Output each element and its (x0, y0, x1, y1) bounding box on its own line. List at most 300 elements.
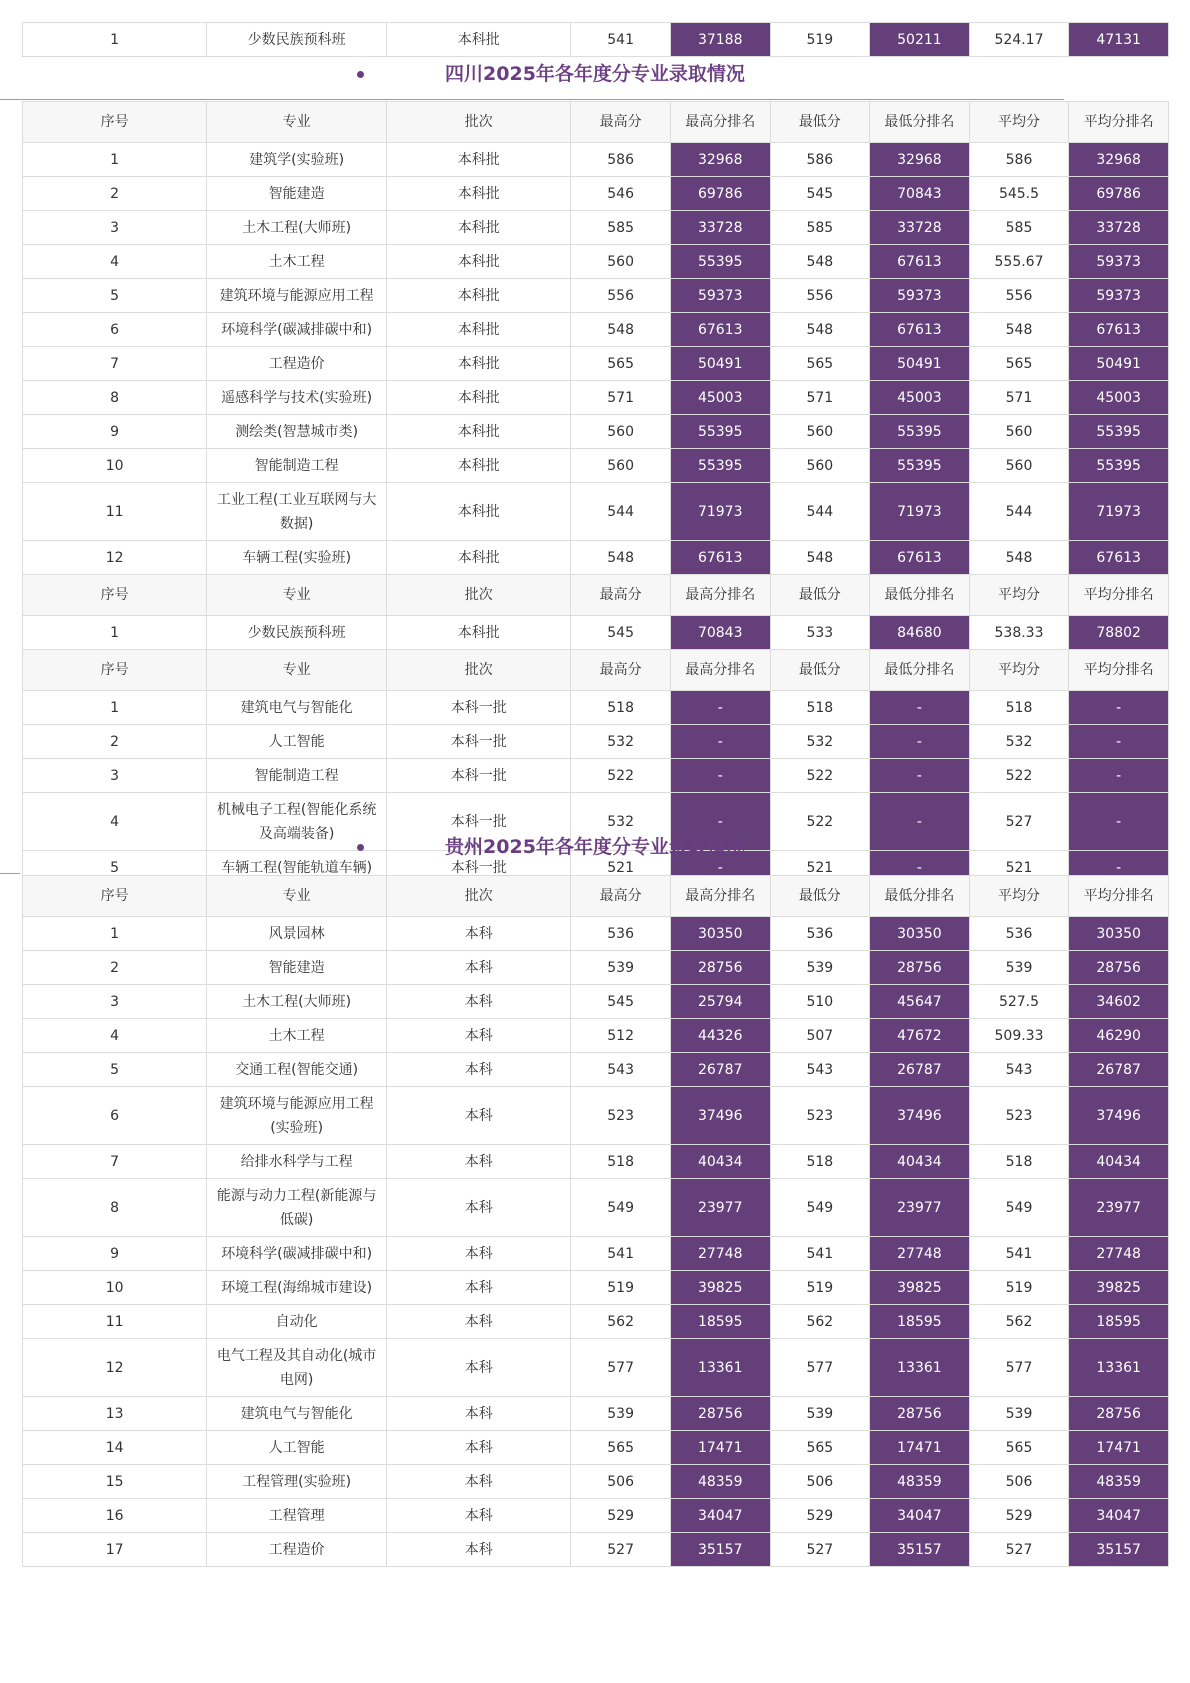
table-cell: 34602 (1069, 985, 1169, 1019)
table-cell: 27748 (670, 1237, 770, 1271)
column-header: 最高分 (571, 876, 671, 917)
table-cell: 15 (23, 1465, 207, 1499)
table-cell: - (870, 851, 970, 885)
table-cell: - (1069, 759, 1169, 793)
table-cell: 78802 (1069, 616, 1169, 650)
table-cell: - (1069, 725, 1169, 759)
table-cell: 本科批 (387, 211, 571, 245)
table-cell: 527 (969, 1533, 1069, 1567)
table-cell: 土木工程 (207, 1019, 387, 1053)
table-cell: 69786 (670, 177, 770, 211)
table-cell: 59373 (870, 279, 970, 313)
column-header: 序号 (23, 102, 207, 143)
table-cell: 18595 (670, 1305, 770, 1339)
table-cell: 车辆工程(实验班) (207, 541, 387, 575)
table-cell: 建筑电气与智能化 (207, 691, 387, 725)
table-cell: 84680 (870, 616, 970, 650)
table-cell: 4 (23, 245, 207, 279)
table-cell: 586 (571, 143, 671, 177)
table-cell: 本科 (387, 1179, 571, 1237)
table-cell: 本科一批 (387, 691, 571, 725)
table-cell: 11 (23, 1305, 207, 1339)
table-cell: 523 (969, 1087, 1069, 1145)
title-bullet-icon (357, 844, 364, 851)
table-cell: 67613 (670, 541, 770, 575)
table-cell: 67613 (1069, 541, 1169, 575)
table-cell: 548 (969, 541, 1069, 575)
table-cell: 智能制造工程 (207, 759, 387, 793)
sichuan-title-text: 四川2025年各年度分专业录取情况 (445, 63, 745, 85)
table-cell: 549 (770, 1179, 870, 1237)
table-row (23, 415, 1169, 449)
table-cell: 37496 (870, 1087, 970, 1145)
table-cell: - (1069, 691, 1169, 725)
top-admission-table (22, 22, 1169, 57)
table-cell: 30350 (1069, 917, 1169, 951)
table-cell: 506 (571, 1465, 671, 1499)
table-cell: 13361 (670, 1339, 770, 1397)
table-cell: 539 (969, 1397, 1069, 1431)
table-cell: 532 (770, 725, 870, 759)
table-row (23, 449, 1169, 483)
table-row (23, 313, 1169, 347)
table-cell: 545 (571, 985, 671, 1019)
table-cell: 544 (770, 483, 870, 541)
table-cell: 28756 (1069, 951, 1169, 985)
table-cell: 5 (23, 1053, 207, 1087)
table-cell: 23977 (1069, 1179, 1169, 1237)
table-cell: 545 (571, 616, 671, 650)
table-cell: 527.5 (969, 985, 1069, 1019)
table-cell: 565 (770, 347, 870, 381)
table-cell: 18595 (1069, 1305, 1169, 1339)
table-cell: 10 (23, 1271, 207, 1305)
table-cell: 37496 (670, 1087, 770, 1145)
table-header-row (23, 102, 1169, 143)
table-cell: 518 (770, 691, 870, 725)
table-cell: 560 (571, 449, 671, 483)
table-cell: 17 (23, 1533, 207, 1567)
column-header: 最低分排名 (870, 102, 970, 143)
table-cell: 5 (23, 279, 207, 313)
column-header: 最低分 (770, 102, 870, 143)
table-cell: 8 (23, 1179, 207, 1237)
column-header: 专业 (207, 650, 387, 691)
table-cell: 585 (969, 211, 1069, 245)
table-cell: 45003 (670, 381, 770, 415)
table-cell: 565 (571, 1431, 671, 1465)
table-cell: 50491 (1069, 347, 1169, 381)
table-cell: 1 (23, 23, 207, 57)
table-cell: 543 (571, 1053, 671, 1087)
table-cell: 4 (23, 1019, 207, 1053)
table-cell: 545.5 (969, 177, 1069, 211)
table-cell: 71973 (1069, 483, 1169, 541)
table-row (23, 541, 1169, 575)
table-cell: 3 (23, 759, 207, 793)
table-cell: 507 (770, 1019, 870, 1053)
table-cell: 本科 (387, 1499, 571, 1533)
table-cell: 560 (770, 415, 870, 449)
table-cell: 本科一批 (387, 851, 571, 885)
table-cell: 548 (571, 541, 671, 575)
table-cell: 35157 (670, 1533, 770, 1567)
table-header-row (23, 876, 1169, 917)
table-cell: - (1069, 851, 1169, 885)
table-cell: 565 (969, 347, 1069, 381)
table-cell: 37188 (670, 23, 770, 57)
table-cell: 本科批 (387, 616, 571, 650)
table-cell: 14 (23, 1431, 207, 1465)
table-cell: 519 (770, 1271, 870, 1305)
title-bullet-icon (357, 71, 364, 78)
table-row (23, 483, 1169, 541)
column-header: 平均分排名 (1069, 650, 1169, 691)
column-header: 平均分排名 (1069, 876, 1169, 917)
table-cell: 544 (571, 483, 671, 541)
table-cell: 562 (770, 1305, 870, 1339)
table-cell: 549 (571, 1179, 671, 1237)
table-cell: 本科批 (387, 483, 571, 541)
table-cell: 571 (770, 381, 870, 415)
table-cell: 32968 (1069, 143, 1169, 177)
table-cell: 523 (770, 1087, 870, 1145)
guizhou-title-text: 贵州2025年各年度分专业录取情况 (445, 836, 745, 858)
table-row (23, 759, 1169, 793)
column-header: 最高分排名 (670, 650, 770, 691)
table-cell: 33728 (670, 211, 770, 245)
table-cell: 土木工程(大师班) (207, 985, 387, 1019)
table-cell: 45003 (870, 381, 970, 415)
table-cell: 本科批 (387, 143, 571, 177)
table-cell: 17471 (870, 1431, 970, 1465)
table-cell: 55395 (1069, 449, 1169, 483)
table-cell: 541 (969, 1237, 1069, 1271)
table-cell: 人工智能 (207, 725, 387, 759)
table-cell: 527 (969, 793, 1069, 851)
table-cell: 本科 (387, 1339, 571, 1397)
table-cell: 512 (571, 1019, 671, 1053)
table-cell: 32968 (870, 143, 970, 177)
table-cell: 30350 (870, 917, 970, 951)
table-row (23, 1087, 1169, 1145)
table-cell: 67613 (870, 245, 970, 279)
column-header: 平均分排名 (1069, 102, 1169, 143)
table-cell: - (670, 725, 770, 759)
table-cell: 522 (571, 759, 671, 793)
table-cell: 33728 (870, 211, 970, 245)
table-row (23, 951, 1169, 985)
column-header: 最低分排名 (870, 650, 970, 691)
table-row (23, 1465, 1169, 1499)
table-cell: 560 (571, 415, 671, 449)
table-cell: 560 (969, 449, 1069, 483)
sichuan-section-title (0, 56, 1190, 92)
table-cell: 28756 (670, 1397, 770, 1431)
table-cell: 545 (770, 177, 870, 211)
table-cell: 1 (23, 143, 207, 177)
table-cell: 给排水科学与工程 (207, 1145, 387, 1179)
table-cell: 565 (571, 347, 671, 381)
table-cell: 556 (571, 279, 671, 313)
table-header-row (23, 575, 1169, 616)
table-cell: 71973 (670, 483, 770, 541)
table-cell: 59373 (1069, 279, 1169, 313)
table-cell: 39825 (1069, 1271, 1169, 1305)
table-cell: 7 (23, 347, 207, 381)
table-cell: 风景园林 (207, 917, 387, 951)
table-cell: 本科批 (387, 415, 571, 449)
table-cell: 548 (969, 313, 1069, 347)
table-cell: 544 (969, 483, 1069, 541)
table-cell: - (670, 691, 770, 725)
table-cell: 565 (969, 1431, 1069, 1465)
table-cell: 6 (23, 1087, 207, 1145)
table-cell: 本科一批 (387, 793, 571, 851)
table-cell: - (870, 793, 970, 851)
table-cell: 28756 (870, 951, 970, 985)
table-cell: 560 (969, 415, 1069, 449)
table-cell: 539 (969, 951, 1069, 985)
table-cell: 55395 (670, 245, 770, 279)
table-cell: 577 (770, 1339, 870, 1397)
table-cell: 9 (23, 415, 207, 449)
table-cell: 4 (23, 793, 207, 851)
table-row (23, 691, 1169, 725)
table-cell: 539 (571, 951, 671, 985)
table-cell: 9 (23, 1237, 207, 1271)
table-cell: 26787 (670, 1053, 770, 1087)
table-cell: 建筑环境与能源应用工程(实验班) (207, 1087, 387, 1145)
column-header: 批次 (387, 575, 571, 616)
table-cell: 556 (770, 279, 870, 313)
table-cell: 本科批 (387, 347, 571, 381)
table-cell: 39825 (870, 1271, 970, 1305)
table-cell: 26787 (870, 1053, 970, 1087)
table-row (23, 23, 1169, 57)
table-row (23, 1179, 1169, 1237)
table-cell: 539 (770, 1397, 870, 1431)
table-cell: 35157 (1069, 1533, 1169, 1567)
table-cell: 70843 (670, 616, 770, 650)
table-cell: 26787 (1069, 1053, 1169, 1087)
table-cell: 519 (571, 1271, 671, 1305)
table-cell: 519 (770, 23, 870, 57)
column-header: 平均分 (969, 876, 1069, 917)
table-cell: 环境科学(碳减排碳中和) (207, 313, 387, 347)
table-cell: 560 (571, 245, 671, 279)
table-row (23, 616, 1169, 650)
table-cell: 32968 (670, 143, 770, 177)
table-cell: 智能建造 (207, 177, 387, 211)
table-cell: 532 (571, 793, 671, 851)
table-cell: 555.67 (969, 245, 1069, 279)
table-cell: 50491 (670, 347, 770, 381)
table-cell: 33728 (1069, 211, 1169, 245)
table-cell: 建筑环境与能源应用工程 (207, 279, 387, 313)
table-cell: 44326 (670, 1019, 770, 1053)
column-header: 平均分 (969, 102, 1069, 143)
table-cell: 521 (770, 851, 870, 885)
table-cell: 本科批 (387, 279, 571, 313)
table-cell: 本科批 (387, 23, 571, 57)
table-cell: 45003 (1069, 381, 1169, 415)
table-cell: 34047 (1069, 1499, 1169, 1533)
table-cell: 577 (571, 1339, 671, 1397)
table-cell: 533 (770, 616, 870, 650)
table-cell: 23977 (670, 1179, 770, 1237)
table-cell: 546 (571, 177, 671, 211)
table-cell: 本科 (387, 951, 571, 985)
column-header: 专业 (207, 575, 387, 616)
table-cell: 3 (23, 211, 207, 245)
table-cell: 71973 (870, 483, 970, 541)
table-cell: 55395 (870, 449, 970, 483)
table-cell: 环境科学(碳减排碳中和) (207, 1237, 387, 1271)
table-cell: 25794 (670, 985, 770, 1019)
table-cell: 测绘类(智慧城市类) (207, 415, 387, 449)
table-cell: 55395 (870, 415, 970, 449)
table-row (23, 1339, 1169, 1397)
table-cell: 541 (571, 1237, 671, 1271)
column-header: 批次 (387, 102, 571, 143)
table-cell: 543 (969, 1053, 1069, 1087)
table-cell: 506 (969, 1465, 1069, 1499)
table-cell: 2 (23, 177, 207, 211)
table-cell: 能源与动力工程(新能源与低碳) (207, 1179, 387, 1237)
column-header: 专业 (207, 876, 387, 917)
table-cell: 55395 (1069, 415, 1169, 449)
table-row (23, 143, 1169, 177)
table-cell: 585 (571, 211, 671, 245)
table-cell: 522 (770, 759, 870, 793)
table-cell: - (670, 793, 770, 851)
table-cell: 538.33 (969, 616, 1069, 650)
table-cell: 本科 (387, 1305, 571, 1339)
table-cell: 532 (571, 725, 671, 759)
column-header: 批次 (387, 876, 571, 917)
table-cell: 智能制造工程 (207, 449, 387, 483)
table-cell: - (670, 759, 770, 793)
table-row (23, 1271, 1169, 1305)
table-cell: 67613 (1069, 313, 1169, 347)
table-cell: 46290 (1069, 1019, 1169, 1053)
table-cell: 2 (23, 951, 207, 985)
table-row (23, 1145, 1169, 1179)
table-cell: 585 (770, 211, 870, 245)
table-cell: 59373 (1069, 245, 1169, 279)
column-header: 平均分 (969, 650, 1069, 691)
guizhou-admission-table (22, 875, 1169, 1567)
table-cell: 565 (770, 1431, 870, 1465)
table-row (23, 177, 1169, 211)
table-cell: 48359 (670, 1465, 770, 1499)
table-cell: 16 (23, 1499, 207, 1533)
table-cell: 518 (571, 691, 671, 725)
table-row (23, 1499, 1169, 1533)
table-cell: 车辆工程(智能轨道车辆) (207, 851, 387, 885)
table-cell: 本科 (387, 1019, 571, 1053)
table-row (23, 725, 1169, 759)
table-cell: 518 (969, 1145, 1069, 1179)
table-cell: 2 (23, 725, 207, 759)
table-cell: 1 (23, 691, 207, 725)
table-cell: 10 (23, 449, 207, 483)
column-header: 序号 (23, 650, 207, 691)
table-row (23, 1431, 1169, 1465)
table-cell: 13 (23, 1397, 207, 1431)
table-cell: 562 (571, 1305, 671, 1339)
column-header: 最低分 (770, 650, 870, 691)
table-cell: 560 (770, 449, 870, 483)
table-row (23, 347, 1169, 381)
table-cell: - (1069, 793, 1169, 851)
table-row (23, 1053, 1169, 1087)
table-cell: 40434 (670, 1145, 770, 1179)
table-header-row (23, 650, 1169, 691)
table-cell: - (870, 759, 970, 793)
table-cell: 519 (969, 1271, 1069, 1305)
column-header: 平均分排名 (1069, 575, 1169, 616)
table-cell: 571 (969, 381, 1069, 415)
column-header: 最高分 (571, 102, 671, 143)
table-cell: 13361 (870, 1339, 970, 1397)
table-cell: 5 (23, 851, 207, 885)
table-cell: 59373 (670, 279, 770, 313)
table-cell: 50211 (870, 23, 970, 57)
table-cell: 13361 (1069, 1339, 1169, 1397)
table-cell: 522 (770, 793, 870, 851)
table-cell: 智能建造 (207, 951, 387, 985)
table-cell: 本科批 (387, 245, 571, 279)
table-cell: - (670, 851, 770, 885)
column-header: 最低分 (770, 876, 870, 917)
table-cell: 67613 (870, 541, 970, 575)
table-cell: 571 (571, 381, 671, 415)
table-cell: 本科 (387, 1465, 571, 1499)
table-cell: 543 (770, 1053, 870, 1087)
table-cell: 556 (969, 279, 1069, 313)
table-cell: 521 (571, 851, 671, 885)
table-cell: 586 (770, 143, 870, 177)
table-cell: 40434 (1069, 1145, 1169, 1179)
table-cell: 69786 (1069, 177, 1169, 211)
table-cell: 18595 (870, 1305, 970, 1339)
column-header: 平均分 (969, 575, 1069, 616)
table-cell: 本科一批 (387, 725, 571, 759)
table-cell: 529 (770, 1499, 870, 1533)
table-cell: 少数民族预科班 (207, 616, 387, 650)
table-row (23, 917, 1169, 951)
table-row (23, 279, 1169, 313)
table-cell: 工程造价 (207, 1533, 387, 1567)
table-cell: 48359 (1069, 1465, 1169, 1499)
table-cell: 本科 (387, 1533, 571, 1567)
table-cell: 人工智能 (207, 1431, 387, 1465)
table-cell: 本科批 (387, 177, 571, 211)
table-cell: 548 (770, 541, 870, 575)
table-cell: 47672 (870, 1019, 970, 1053)
table-row (23, 1305, 1169, 1339)
table-cell: 47131 (1069, 23, 1169, 57)
table-cell: 12 (23, 1339, 207, 1397)
table-cell: - (870, 691, 970, 725)
table-cell: 536 (969, 917, 1069, 951)
column-header: 最高分 (571, 575, 671, 616)
table-cell: 23977 (870, 1179, 970, 1237)
table-cell: 建筑学(实验班) (207, 143, 387, 177)
table-cell: 541 (770, 1237, 870, 1271)
